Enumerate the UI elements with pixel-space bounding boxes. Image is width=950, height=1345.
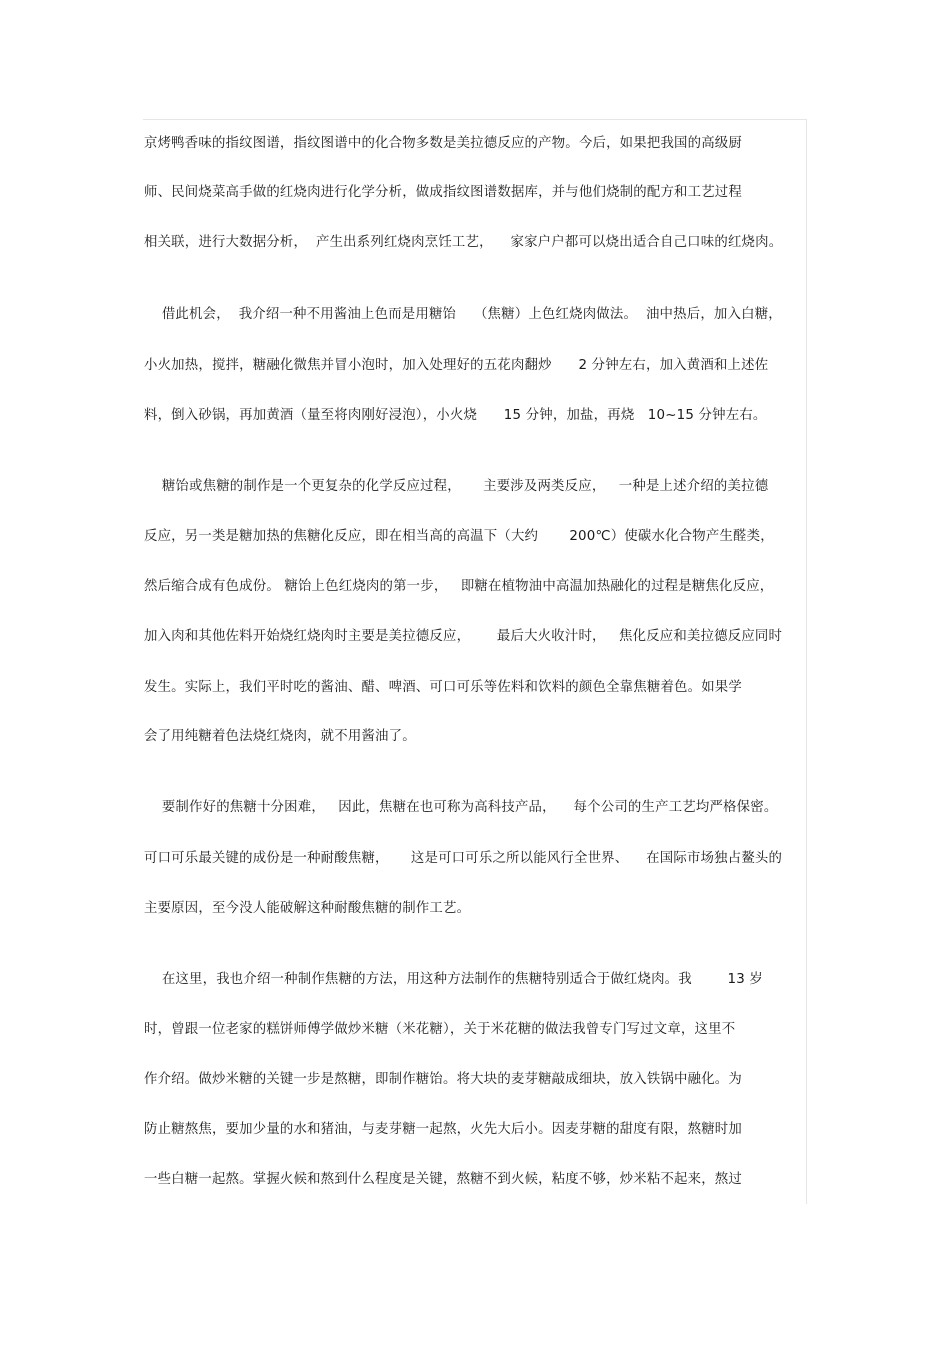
text-line: 加入肉和其他佐料开始烧红烧肉时主要是美拉德反应， 最后大火收汁时， 焦化反应和美拉德反应同时: [144, 629, 783, 644]
text-line: 要制作好的焦糖十分困难， 因此，焦糖在也可称为高科技产品， 每个公司的生产工艺均严格保密。: [144, 800, 778, 815]
text-line: 可口可乐最关键的成份是一种耐酸焦糖， 这是可口可乐之所以能风行全世界、 在国际市场独占鳌头的: [144, 851, 783, 866]
page-frame: [143, 119, 807, 1204]
text-line: 在这里，我也介绍一种制作焦糖的方法，用这种方法制作的焦糖特别适合于做红烧肉。我 13 岁: [144, 972, 763, 987]
text-line: 防止糖熬焦，要加少量的水和猪油，与麦芽糖一起熬，火先大后小。因麦芽糖的甜度有限，熬糖时加: [144, 1122, 742, 1137]
text-line: 主要原因，至今没人能破解这种耐酸焦糖的制作工艺。: [144, 901, 471, 916]
text-line: 发生。实际上，我们平时吃的酱油、醋、啤酒、可口可乐等佐料和饮料的颜色全靠焦糖着色。如果学: [144, 680, 742, 695]
text-line: 时，曾跟一位老家的糕饼师傅学做炒米糖（米花糖），关于米花糖的做法我曾专门写过文章，这里不: [144, 1022, 736, 1037]
text-line: 会了用纯糖着色法烧红烧肉，就不用酱油了。: [144, 729, 416, 744]
text-line: 料，倒入砂锅，再加黄酒（量至将肉刚好浸泡），小火烧 15 分钟，加盐，再烧 10~15 分钟左右。: [144, 408, 767, 423]
text-line: 然后缩合成有色成份。 糖饴上色红烧肉的第一步， 即糖在植物油中高温加热融化的过程是糖焦化反应，: [144, 579, 774, 594]
text-line: 一些白糖一起熬。掌握火候和熬到什么程度是关键，熬糖不到火候，粘度不够，炒米粘不起来，熬过: [144, 1172, 742, 1187]
text-line: 借此机会， 我介绍一种不用酱油上色而是用糖饴 （焦糖）上色红烧肉做法。 油中热后，加入白糖，: [144, 307, 782, 322]
text-line: 作介绍。做炒米糖的关键一步是熬糖，即制作糖饴。将大块的麦芽糖敲成细块，放入铁锅中融化。为: [144, 1072, 742, 1087]
text-line: 小火加热，搅拌，糖融化微焦并冒小泡时，加入处理好的五花肉翻炒 2 分钟左右，加入黄酒和上述佐: [144, 358, 769, 373]
text-line: 相关联，进行大数据分析， 产生出系列红烧肉烹饪工艺， 家家户户都可以烧出适合自己口味的红烧肉。: [144, 235, 783, 250]
text-line: 师、民间烧菜高手做的红烧肉进行化学分析，做成指纹图谱数据库，并与他们烧制的配方和工艺过程: [144, 185, 742, 200]
text-line: 糖饴或焦糖的制作是一个更复杂的化学反应过程， 主要涉及两类反应， 一种是上述介绍的美拉德: [144, 479, 769, 494]
text-line: 反应，另一类是糖加热的焦糖化反应，即在相当高的高温下（大约 200℃）使碳水化合物产生醛类，: [144, 529, 774, 544]
text-line: 京烤鸭香味的指纹图谱，指纹图谱中的化合物多数是美拉德反应的产物。今后，如果把我国的高级厨: [144, 136, 742, 151]
